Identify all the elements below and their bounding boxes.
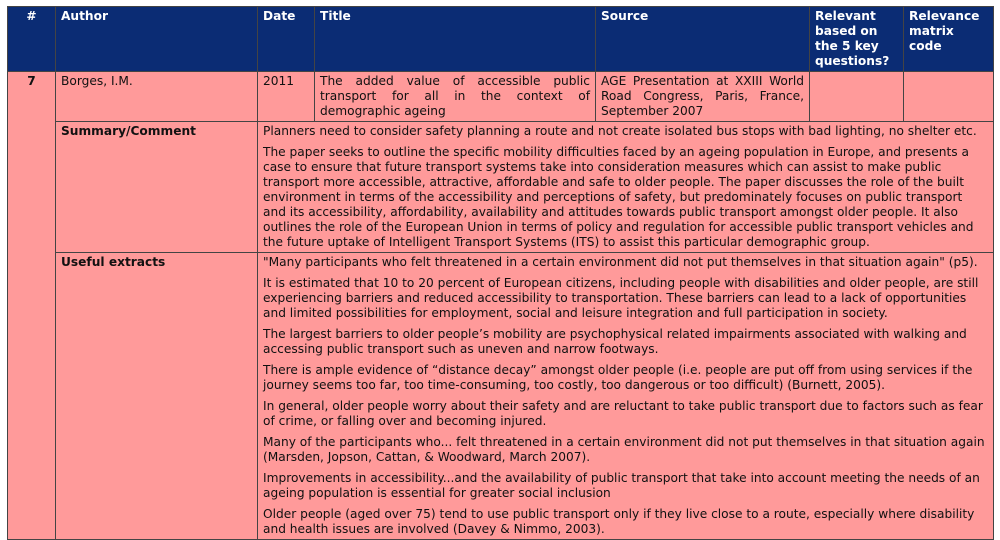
extracts-row (8, 253, 994, 540)
col-author-header: Author (56, 7, 258, 72)
summary-row (8, 122, 994, 253)
header-row (8, 7, 994, 72)
extract-paragraph: It is estimated that 10 to 20 percent of European citizens, including people with disabilities and older people, are still experiencing barriers and reduced accessibility to transportation. These barriers can lead to a lack of opportunities and limited possibilities for employment, social and leisure integration and full participation in society. (263, 276, 979, 320)
summary-content (258, 122, 994, 253)
entry-date: 2011 (258, 72, 315, 122)
extracts-content (258, 253, 994, 540)
entry-relevance-code (904, 72, 994, 122)
col-number-header: # (8, 7, 56, 72)
col-date-header: Date (258, 7, 315, 72)
entry-row (8, 72, 994, 122)
extract-paragraph: Improvements in accessibility...and the availability of public transport that take into account meeting the needs of an ageing population is essential for greater social inclusion (263, 471, 980, 500)
extract-paragraph: The largest barriers to older people’s mobility are psychophysical related impairments associated with walking and accessing public transport such as uneven and narrow footways. (263, 327, 967, 356)
extract-paragraph: There is ample evidence of “distance decay” amongst older people (i.e. people are put off from using services if the journey seems too far, too time-consuming, too costly, too dangerous or too difficult) (Burnett, 2005). (263, 363, 973, 392)
entry-source: AGE Presentation at XXIII World Road Congress, Paris, France, September 2007 (596, 72, 810, 122)
entry-author: Borges, I.M. (56, 72, 258, 122)
literature-review-table (7, 6, 994, 540)
col-source-header: Source (596, 7, 810, 72)
summary-label: Summary/Comment (56, 122, 258, 253)
entry-number: 7 (8, 72, 56, 540)
entry-relevant (810, 72, 904, 122)
extract-paragraph: In general, older people worry about their safety and are reluctant to take public transport due to factors such as fear of crime, or falling over and becoming injured. (263, 399, 983, 428)
extract-paragraph: "Many participants who felt threatened in a certain environment did not put themselves in that situation again" (p5). (263, 255, 978, 269)
col-relevance-code-header: Relevance matrix code (904, 7, 994, 72)
col-relevant-header: Relevant based on the 5 key questions? (810, 7, 904, 72)
extract-paragraph: Older people (aged over 75) tend to use public transport only if they live close to a route, especially where disability and health issues are involved (Davey & Nimmo, 2003). (263, 507, 975, 536)
col-title-header: Title (315, 7, 596, 72)
entry-title: The added value of accessible public transport for all in the context of demographic ageing (315, 72, 596, 122)
summary-paragraph: Planners need to consider safety planning a route and not create isolated bus stops with bad lighting, no shelter etc. (263, 124, 977, 138)
extracts-label: Useful extracts (56, 253, 258, 540)
extract-paragraph: Many of the participants who... felt threatened in a certain environment did not put themselves in that situation again (Marsden, Jopson, Cattan, & Woodward, March 2007). (263, 435, 985, 464)
summary-paragraph: The paper seeks to outline the specific mobility difficulties faced by an ageing population in Europe, and presents a case to ensure that future transport systems take into consideration measures which can assist to make public transport more accessible, attractive, affordable and safe to older people. The paper discusses the role of the built environment in terms of the accessibility and perceptions of safety, but predominately focuses on public transport and its accessibility, affordability, availability and attitudes towards public transport amongst older people. It also outlines the role of the European Union in terms of policy and regulation for accessible public transport vehicles and the future uptake of Intelligent Transport Systems (ITS) to assist this particular demographic group. (263, 145, 974, 249)
